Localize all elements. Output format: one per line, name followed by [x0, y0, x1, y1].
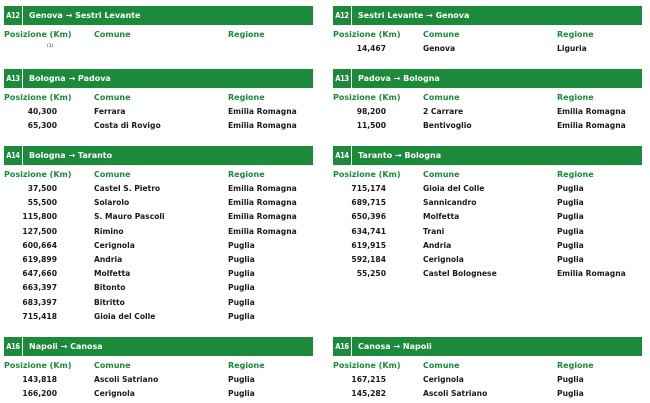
position-km: 663,397 [22, 283, 57, 293]
table-row [4, 255, 313, 269]
route-title: Napoli → Canosa [29, 342, 103, 351]
column-header-position: Posizione (Km) [333, 93, 401, 102]
regione-name: Puglia [228, 375, 255, 384]
regione-name: Emilia Romagna [228, 121, 297, 131]
table-row [4, 241, 313, 255]
table-row [4, 312, 313, 326]
column-header-regione: Regione [557, 170, 594, 179]
comune-name: Cerignola [94, 389, 135, 399]
column-header-regione: Regione [228, 30, 265, 39]
regione-name: Puglia [228, 254, 255, 264]
comune-name: Sannicandro [423, 198, 477, 208]
regione-name: Emilia Romagna [557, 269, 626, 279]
position-km: 55,500 [27, 198, 57, 208]
regione-name: Liguria [557, 44, 587, 53]
regione-name: Puglia [557, 226, 584, 236]
section [4, 69, 313, 135]
comune-name: Ferrara [94, 107, 126, 116]
comune-name: Castel Bolognese [423, 269, 497, 279]
column-headers [4, 30, 313, 44]
section [333, 6, 642, 58]
motorway-number: A13 [6, 74, 20, 83]
regione-name: Puglia [228, 389, 255, 399]
table-row [4, 283, 313, 297]
comune-name: Molfetta [423, 212, 460, 222]
footnote-marker: (1) [47, 44, 54, 49]
column-header-position: Posizione (Km) [333, 170, 401, 179]
motorway-number: A14 [6, 151, 20, 160]
column-headers [4, 170, 313, 184]
position-km: 98,200 [356, 107, 386, 116]
table-row [333, 269, 642, 283]
position-km: 65,300 [27, 121, 57, 131]
regione-name: Puglia [228, 240, 255, 250]
comune-name: Cerignola [423, 375, 464, 384]
column-header-regione: Regione [557, 93, 594, 102]
regione-name: Puglia [228, 269, 255, 279]
comune-name: Bitonto [94, 283, 126, 293]
comune-name: Molfetta [94, 269, 131, 279]
regione-name: Emilia Romagna [557, 121, 626, 131]
regione-name: Emilia Romagna [228, 226, 297, 236]
comune-name: Gioia del Colle [94, 311, 156, 321]
table-row [333, 44, 642, 58]
section-header [4, 337, 313, 356]
position-km: 715,174 [351, 184, 386, 193]
regione-name: Puglia [557, 198, 584, 208]
section [333, 146, 642, 283]
comune-name: Trani [423, 226, 445, 236]
column-header-comune: Comune [94, 170, 131, 179]
motorway-badge [333, 337, 352, 356]
section [333, 337, 642, 403]
route-title: Genova → Sestri Levante [29, 11, 141, 20]
column-header-regione: Regione [228, 361, 265, 370]
table-row [4, 121, 313, 135]
position-km: 145,282 [351, 389, 386, 399]
route-title: Bologna → Taranto [29, 151, 113, 160]
comune-name: Solarolo [94, 198, 130, 208]
comune-name: Costa di Rovigo [94, 121, 161, 131]
motorway-badge [333, 69, 352, 88]
table-row [4, 375, 313, 389]
section-header [333, 69, 642, 88]
position-km: 634,741 [351, 226, 386, 236]
footnote-row [4, 44, 313, 52]
motorway-badge [333, 146, 352, 165]
column-header-position: Posizione (Km) [4, 361, 72, 370]
table-row [333, 198, 642, 212]
column-header-regione: Regione [228, 93, 265, 102]
regione-name: Emilia Romagna [228, 107, 297, 116]
column-header-position: Posizione (Km) [333, 361, 401, 370]
column-header-comune: Comune [423, 361, 460, 370]
column-headers [333, 93, 642, 107]
position-km: 647,660 [22, 269, 57, 279]
regione-name: Puglia [557, 375, 584, 384]
table-row [333, 227, 642, 241]
route-title: Canosa → Napoli [358, 342, 432, 351]
column-headers [333, 361, 642, 375]
column-header-position: Posizione (Km) [4, 170, 72, 179]
table-row [4, 269, 313, 283]
section [333, 69, 642, 135]
comune-name: Cerignola [94, 240, 135, 250]
regione-name: Puglia [557, 240, 584, 250]
comune-name: Bentivoglio [423, 121, 472, 131]
section-header [333, 146, 642, 165]
position-km: 619,899 [22, 254, 57, 264]
column-header-comune: Comune [94, 93, 131, 102]
position-km: 37,500 [27, 184, 57, 193]
comune-name: Genova [423, 44, 456, 53]
comune-name: Andria [423, 240, 452, 250]
table-row [4, 298, 313, 312]
route-title: Bologna → Padova [29, 74, 111, 83]
table-row [333, 121, 642, 135]
motorway-badge [4, 146, 23, 165]
column-headers [4, 361, 313, 375]
position-km: 143,818 [22, 375, 57, 384]
table-row [333, 389, 642, 403]
column-header-comune: Comune [423, 30, 460, 39]
column-header-regione: Regione [228, 170, 265, 179]
comune-name: Gioia del Colle [423, 184, 485, 193]
column-header-comune: Comune [94, 361, 131, 370]
route-title: Taranto → Bologna [358, 151, 442, 160]
section-header [333, 337, 642, 356]
comune-name: Rimino [94, 226, 124, 236]
position-km: 592,184 [351, 254, 386, 264]
position-km: 600,664 [22, 240, 57, 250]
table-row [4, 184, 313, 198]
motorway-number: A14 [335, 151, 349, 160]
comune-name: Cerignola [423, 254, 464, 264]
table-row [333, 212, 642, 226]
section-header [4, 6, 313, 25]
motorway-number: A12 [6, 11, 20, 20]
position-km: 14,467 [356, 44, 386, 53]
column-header-comune: Comune [94, 30, 131, 39]
section-header [4, 146, 313, 165]
comune-name: Ascoli Satriano [423, 389, 488, 399]
regione-name: Puglia [557, 184, 584, 193]
position-km: 127,500 [22, 226, 57, 236]
table-row [4, 389, 313, 403]
comune-name: Bitritto [94, 297, 125, 307]
column-headers [333, 30, 642, 44]
column-header-comune: Comune [423, 93, 460, 102]
regione-name: Puglia [228, 311, 255, 321]
comune-name: Andria [94, 254, 123, 264]
section-header [333, 6, 642, 25]
position-km: 40,300 [27, 107, 57, 116]
position-km: 166,200 [22, 389, 57, 399]
comune-name: Castel S. Pietro [94, 184, 161, 193]
motorway-badge [333, 6, 352, 25]
column-header-position: Posizione (Km) [333, 30, 401, 39]
regione-name: Emilia Romagna [228, 212, 297, 222]
motorway-badge [4, 337, 23, 356]
column-header-position: Posizione (Km) [4, 30, 72, 39]
regione-name: Puglia [557, 254, 584, 264]
route-title: Padova → Bologna [358, 74, 440, 83]
motorway-number: A16 [6, 342, 20, 351]
table-row [4, 198, 313, 212]
position-km: 650,396 [351, 212, 386, 222]
section [4, 337, 313, 403]
column-header-regione: Regione [557, 361, 594, 370]
column-header-regione: Regione [557, 30, 594, 39]
regione-name: Puglia [228, 297, 255, 307]
table-row [333, 375, 642, 389]
regione-name: Emilia Romagna [228, 184, 297, 193]
table-row [333, 107, 642, 121]
position-km: 11,500 [356, 121, 386, 131]
regione-name: Puglia [228, 283, 255, 293]
table-row [333, 255, 642, 269]
motorway-number: A16 [335, 342, 349, 351]
regione-name: Puglia [557, 389, 584, 399]
motorway-number: A12 [335, 11, 349, 20]
position-km: 115,800 [22, 212, 57, 222]
motorway-badge [4, 69, 23, 88]
column-headers [4, 93, 313, 107]
route-title: Sestri Levante → Genova [358, 11, 470, 20]
motorway-number: A13 [335, 74, 349, 83]
comune-name: 2 Carrare [423, 107, 464, 116]
section-header [4, 69, 313, 88]
position-km: 167,215 [351, 375, 386, 384]
table-row [4, 212, 313, 226]
motorway-badge [4, 6, 23, 25]
regione-name: Emilia Romagna [228, 198, 297, 208]
position-km: 683,397 [22, 297, 57, 307]
column-header-comune: Comune [423, 170, 460, 179]
regione-name: Emilia Romagna [557, 107, 626, 116]
table-row [4, 107, 313, 121]
table-row [4, 227, 313, 241]
comune-name: Ascoli Satriano [94, 375, 159, 384]
position-km: 689,715 [351, 198, 386, 208]
position-km: 619,915 [351, 240, 386, 250]
comune-name: S. Mauro Pascoli [94, 212, 165, 222]
column-headers [333, 170, 642, 184]
regione-name: Puglia [557, 212, 584, 222]
position-km: 715,418 [22, 311, 57, 321]
table-row [333, 241, 642, 255]
section [4, 6, 313, 52]
column-header-position: Posizione (Km) [4, 93, 72, 102]
section [4, 146, 313, 326]
position-km: 55,250 [356, 269, 386, 279]
table-row [333, 184, 642, 198]
